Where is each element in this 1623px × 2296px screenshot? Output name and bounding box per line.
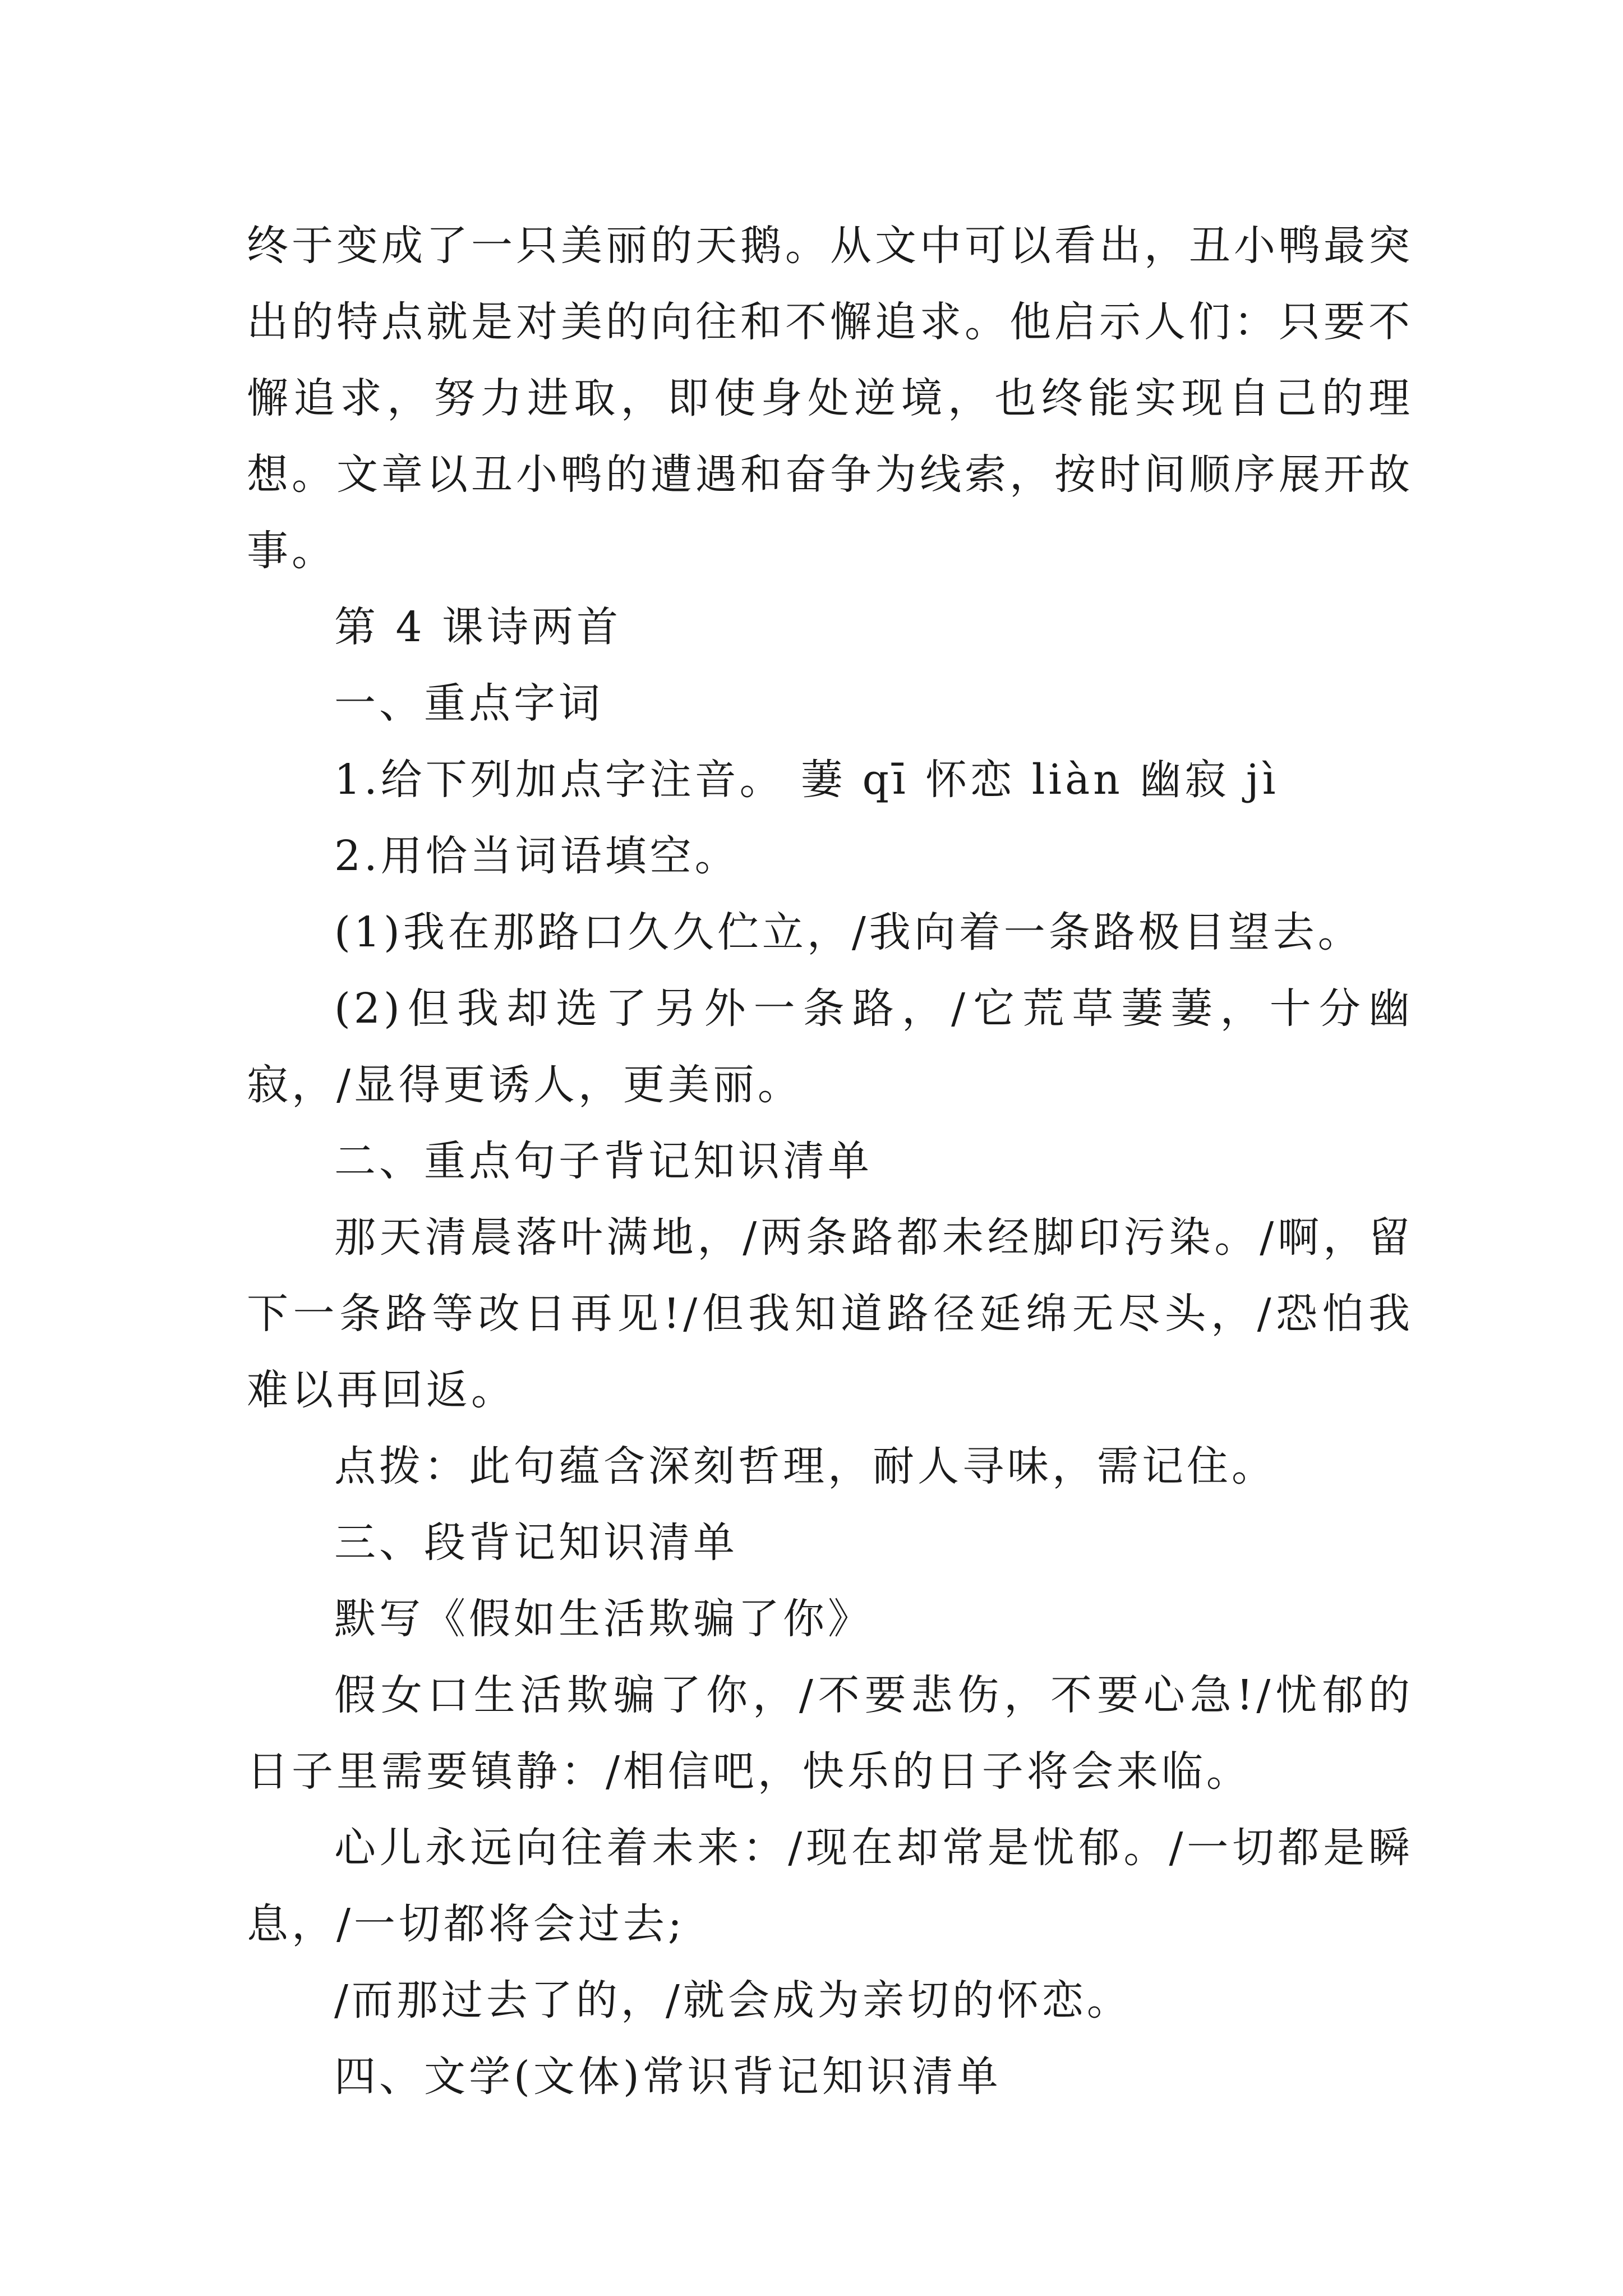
section-heading-paragraph-recitation: 三、段背记知识清单 <box>334 1519 738 1567</box>
fill-blank-item-1: (1)我在那路口久久伫立，/我向着一条路极目望去。 <box>334 908 1363 956</box>
poem-stanza-1: 假女口生活欺骗了你，/不要悲伤，不要心急!/忧郁的日子里需要镇静：/相信吧，快乐的日子将会来临。 <box>247 1671 1413 1796</box>
poem-stanza-2-end: /而那过去了的，/就会成为亲切的怀恋。 <box>334 1976 1132 2024</box>
section-heading-key-words: 一、重点字词 <box>334 679 603 728</box>
paragraph-ugly-duckling-summary: 终于变成了一只美丽的天鹅。从文中可以看出，丑小鸭最突出的特点就是对美的向往和不懈追求。他启示人们：只要不懈追求，努力进取，即使身处逆境，也终能实现自己的理想。文章以丑小鸭的遭遇和奋争为线索，按时间顺序展开故事。 <box>247 222 1413 575</box>
fill-blank-item-2: (2)但我却选了另外一条路，/它荒草萋萋，十分幽寂，/显得更诱人，更美丽。 <box>247 984 1413 1109</box>
exercise-pinyin: 1.给下列加点字注音。 萋 qī 怀恋 liàn 幽寂 jì <box>334 756 1279 804</box>
lesson-title: 第 4 课诗两首 <box>334 603 622 651</box>
document-body <box>247 208 1413 2115</box>
poem-title: 默写《假如生活欺骗了你》 <box>334 1595 873 1643</box>
key-sentence: 那天清晨落叶满地，/两条路都未经脚印污染。/啊，留下一条路等改日再见!/但我知道路径延绵无尽头，/恐怕我难以再回返。 <box>247 1213 1413 1414</box>
exercise-fill-blank: 2.用恰当词语填空。 <box>334 832 740 880</box>
key-sentence-note: 点拨：此句蕴含深刻哲理，耐人寻味，需记住。 <box>334 1442 1276 1490</box>
section-heading-key-sentences: 二、重点句子背记知识清单 <box>334 1137 873 1185</box>
section-heading-literary-knowledge: 四、文学(文体)常识背记知识清单 <box>334 2053 1002 2101</box>
poem-stanza-2: 心儿永远向往着未来：/现在却常是忧郁。/一切都是瞬息，/一切都将会过去; <box>247 1824 1413 1948</box>
